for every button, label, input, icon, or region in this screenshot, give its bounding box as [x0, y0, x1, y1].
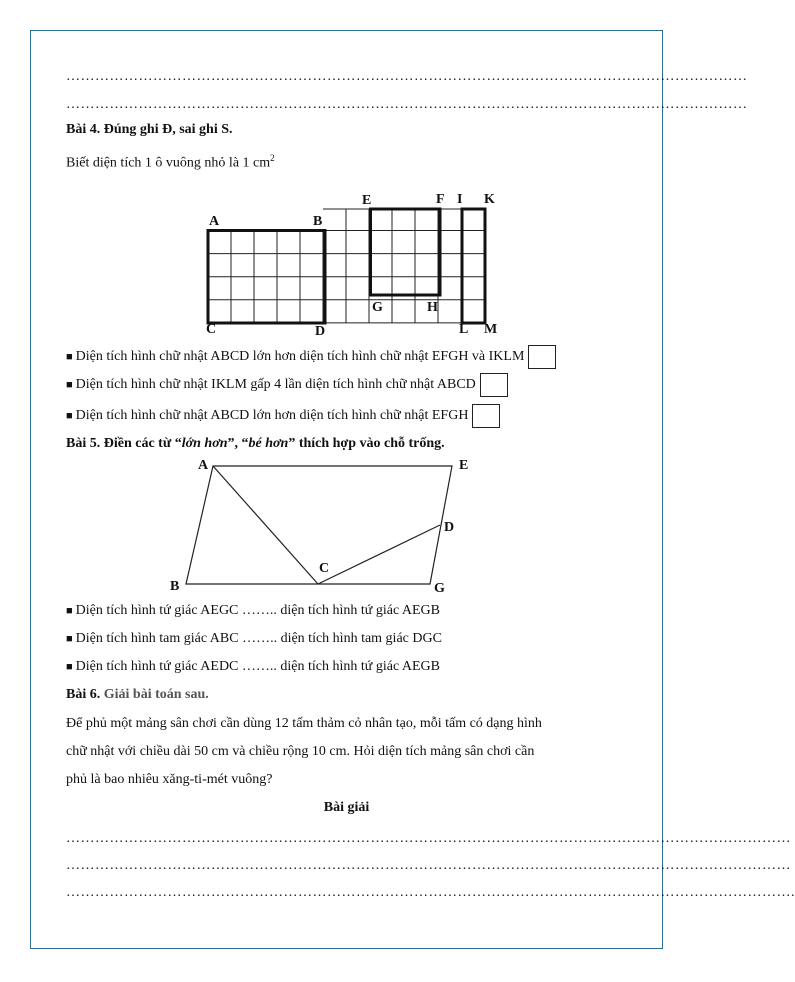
label-D: D	[444, 520, 455, 535]
bai4-given: Biết diện tích 1 ô vuông nhỏ là 1 $cm^2$	[66, 153, 275, 171]
label-A: A	[209, 214, 220, 229]
label-G: G	[372, 300, 383, 315]
answer-box[interactable]	[472, 404, 500, 428]
bai4-statement: ■ Diện tích hình chữ nhật IKLM gấp 4 lần diện tích hình chữ nhật ABCD	[66, 373, 508, 397]
label-I: I	[457, 192, 463, 207]
label-C: C	[319, 561, 330, 576]
label-B: B	[170, 579, 180, 594]
segment-cd	[318, 525, 440, 584]
dotted-answer-line: ……………………………………………………………………………………………………………………………	[66, 97, 748, 112]
answer-box[interactable]	[528, 345, 556, 369]
label-C: C	[206, 322, 217, 337]
label-L: L	[459, 322, 469, 337]
bai5-statement: ■ Diện tích hình tam giác ABC …….. diện tích hình tam giác DGC	[66, 631, 442, 646]
bai6-problem-line: Để phủ một mảng sân chơi cần dùng 12 tấm thảm cỏ nhân tạo, mỗi tấm có dạng hình	[66, 716, 542, 731]
bai4-title: Bài 4. Đúng ghi Đ, sai ghi S.	[66, 122, 233, 137]
geometry-figure	[160, 452, 470, 602]
dotted-answer-line[interactable]: ……………………………………………………………………………………………………………………………………	[66, 858, 791, 873]
label-E: E	[459, 458, 469, 473]
dotted-answer-line[interactable]: …………………………………………………………………………………………………………………………………….	[66, 885, 795, 900]
label-K: K	[484, 192, 495, 207]
label-E: E	[362, 193, 372, 208]
bai5-statement: ■ Diện tích hình tứ giác AEGC …….. diện tích hình tứ giác AEGB	[66, 603, 441, 618]
label-M: M	[484, 322, 498, 337]
bai6-problem-line: chữ nhật với chiều dài 50 cm và chiều rộng 10 cm. Hỏi diện tích mảng sân chơi cần	[66, 744, 535, 759]
label-D: D	[315, 324, 326, 339]
bai4-statement: ■ Diện tích hình chữ nhật ABCD lớn hơn diện tích hình chữ nhật EFGH	[66, 404, 500, 428]
label-A: A	[198, 458, 209, 473]
bai5-statement: ■ Diện tích hình tứ giác AEDC …….. diện tích hình tứ giác AEGB	[66, 659, 441, 674]
label-B: B	[313, 214, 323, 229]
label-H: H	[427, 300, 438, 315]
rect-iklm	[462, 209, 485, 323]
bai6-title: Bài 6. Giải bài toán sau.	[66, 687, 209, 702]
segment-ac	[213, 466, 318, 584]
dotted-answer-line: ……………………………………………………………………………………………………………………………	[66, 69, 748, 84]
solution-heading: Bài giải	[323, 800, 370, 815]
bai4-statement: ■ Diện tích hình chữ nhật ABCD lớn hơn diện tích hình chữ nhật EFGH và IKLM	[66, 345, 556, 369]
bai6-problem-line: phủ là bao nhiêu xăng-ti-mét vuông?	[66, 772, 273, 787]
dotted-answer-line[interactable]: ……………………………………………………………………………………………………………………………………	[66, 831, 791, 846]
label-F: F	[436, 192, 445, 207]
rect-efgh	[371, 209, 441, 295]
bai5-title: Bài 5. Điền các từ “lớn hơn”, “bé hơn” thích hợp vào chỗ trống.	[66, 436, 445, 451]
grid-figure	[200, 190, 510, 340]
label-G: G	[434, 581, 445, 596]
answer-box[interactable]	[480, 373, 508, 397]
